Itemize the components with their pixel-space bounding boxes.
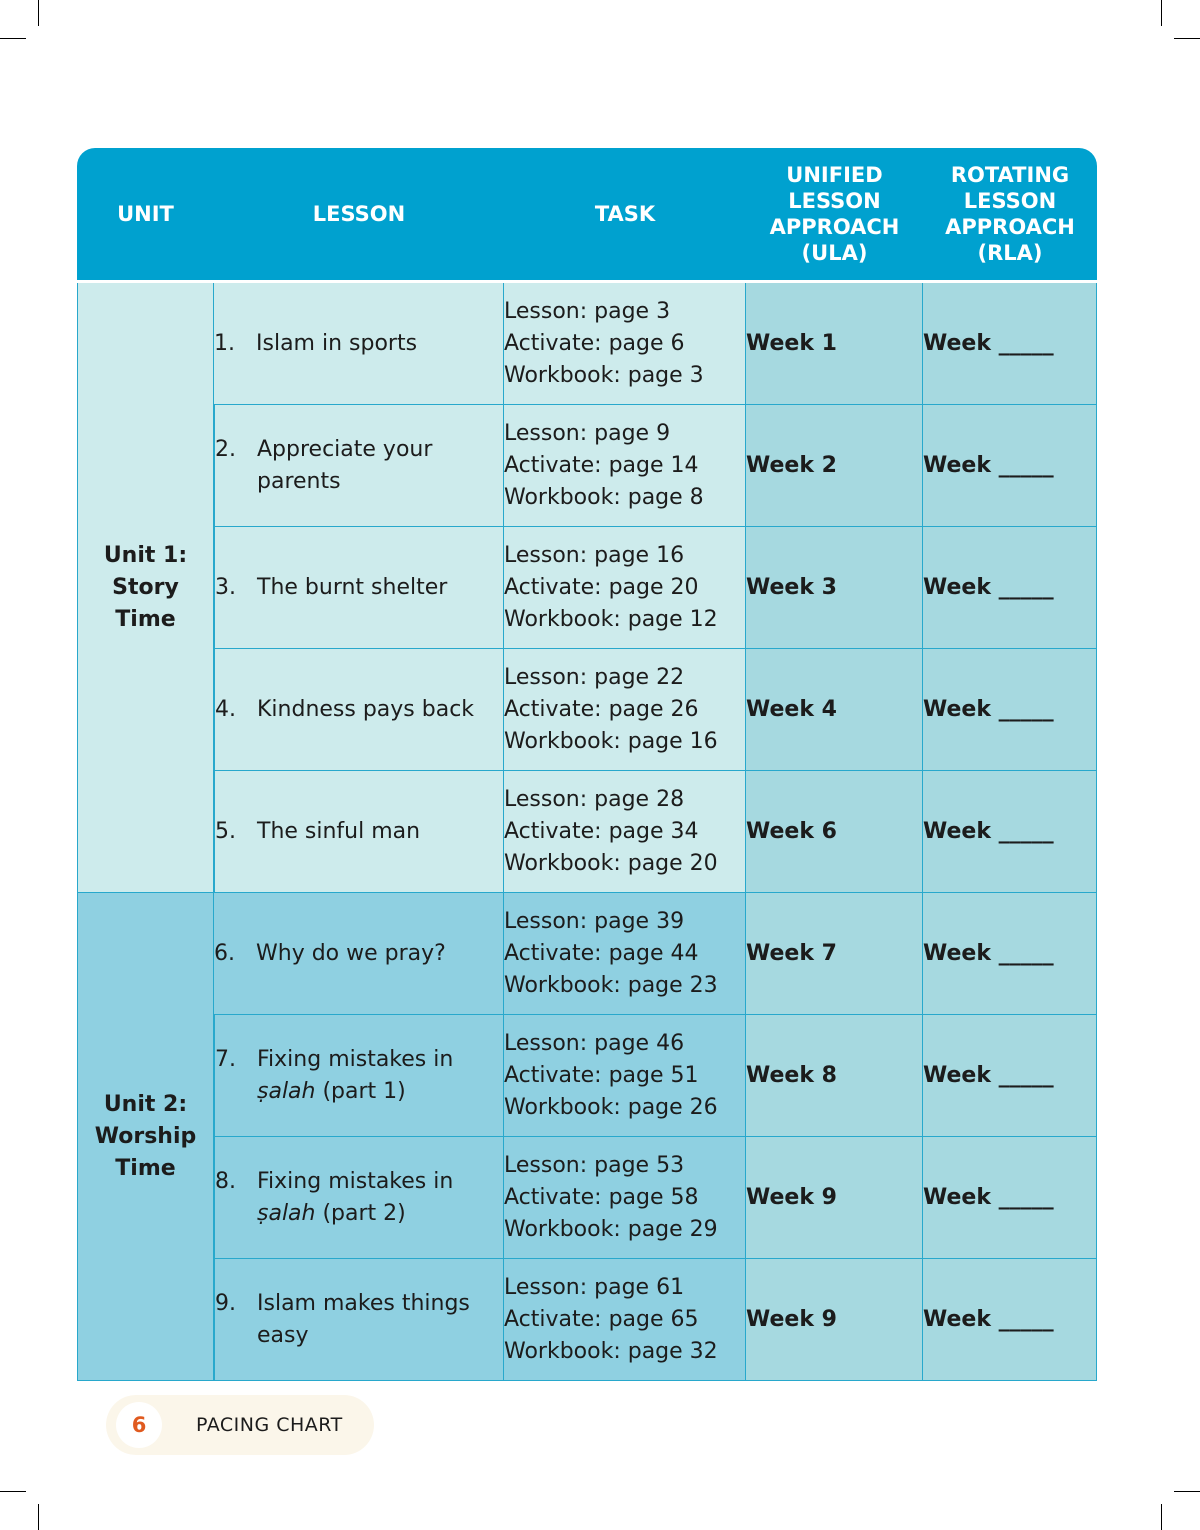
task-cell	[504, 527, 746, 649]
task-cell	[504, 1015, 746, 1137]
task-line: Activate: page 65	[504, 1306, 699, 1332]
task-cell	[504, 649, 746, 771]
lesson-title-rest: (part 2)	[315, 1200, 406, 1226]
unit-label-line: Worship	[94, 1123, 197, 1149]
rla-week-cell: Week _____	[923, 771, 1097, 893]
lesson-title: Kindness pays back	[257, 696, 475, 722]
lesson-cell	[214, 771, 504, 893]
pacing-chart-table	[77, 148, 1097, 1381]
task-line: Workbook: page 8	[504, 484, 704, 510]
rla-week-cell: Week _____	[923, 1015, 1097, 1137]
crop-mark	[38, 0, 39, 26]
ula-week-cell: Week 8	[746, 1015, 923, 1137]
unit-label-line: Unit 2:	[103, 1091, 188, 1117]
task-line: Lesson: page 9	[504, 420, 671, 446]
lesson-number: 4.	[215, 696, 236, 722]
lesson-title: easy	[257, 1322, 309, 1348]
task-line: Lesson: page 46	[504, 1030, 685, 1056]
lesson-number: 2.	[215, 436, 236, 462]
table-row	[77, 893, 1097, 1015]
table-row	[77, 405, 1097, 527]
table-row	[77, 1137, 1097, 1259]
task-cell	[504, 893, 746, 1015]
crop-mark	[1174, 38, 1200, 39]
crop-mark	[1161, 0, 1162, 26]
task-line: Activate: page 58	[504, 1184, 699, 1210]
lesson-title: The sinful man	[257, 818, 421, 844]
lesson-title: Fixing mistakes in	[257, 1046, 454, 1072]
header-ula-line: LESSON	[788, 189, 881, 213]
task-line: Lesson: page 39	[504, 908, 685, 934]
ula-week-cell: Week 4	[746, 649, 923, 771]
table-row	[77, 649, 1097, 771]
task-cell	[504, 283, 746, 405]
unit-label-line: Story	[112, 574, 179, 600]
table-header-row	[77, 148, 1097, 283]
header-rla-line: ROTATING	[950, 163, 1070, 187]
lesson-cell	[214, 1259, 504, 1381]
page-number: 6	[116, 1402, 162, 1448]
task-line: Lesson: page 3	[504, 298, 671, 324]
task-line: Lesson: page 28	[504, 786, 685, 812]
rla-week-cell: Week _____	[923, 405, 1097, 527]
crop-mark	[38, 1504, 39, 1530]
task-line: Activate: page 51	[504, 1062, 699, 1088]
ula-week-cell: Week 6	[746, 771, 923, 893]
table-row	[77, 283, 1097, 405]
lesson-title-italic: ṣalah	[257, 1078, 316, 1104]
ula-week-cell: Week 9	[746, 1137, 923, 1259]
crop-mark	[0, 38, 26, 39]
lesson-cell	[214, 283, 504, 405]
lesson-number: 1.	[214, 330, 235, 356]
lesson-title: parents	[257, 468, 341, 494]
lesson-number: 9.	[215, 1290, 236, 1316]
lesson-cell	[214, 893, 504, 1015]
lesson-title: Appreciate your	[257, 436, 433, 462]
lesson-cell	[214, 405, 504, 527]
header-ula-line: UNIFIED	[786, 163, 883, 187]
lesson-title: Islam in sports	[256, 330, 418, 356]
lesson-number: 5.	[215, 818, 236, 844]
unit-1-cell	[77, 283, 214, 893]
task-line: Activate: page 34	[504, 818, 699, 844]
rla-week-cell: Week _____	[923, 283, 1097, 405]
lesson-cell	[214, 1015, 504, 1137]
lesson-title: The burnt shelter	[257, 574, 448, 600]
footer-label: PACING CHART	[196, 1414, 343, 1436]
lesson-cell	[214, 1137, 504, 1259]
lesson-cell	[214, 527, 504, 649]
task-line: Activate: page 26	[504, 696, 699, 722]
rla-week-cell: Week _____	[923, 893, 1097, 1015]
rla-week-cell: Week _____	[923, 527, 1097, 649]
unit-label-line: Unit 1:	[103, 542, 188, 568]
crop-mark	[1161, 1504, 1162, 1530]
task-line: Activate: page 20	[504, 574, 699, 600]
header-rla	[923, 148, 1097, 283]
lesson-title-italic: ṣalah	[257, 1200, 316, 1226]
ula-week-cell: Week 1	[746, 283, 923, 405]
table-row	[77, 527, 1097, 649]
header-ula-line: APPROACH	[769, 215, 900, 239]
task-line: Workbook: page 32	[504, 1338, 718, 1364]
lesson-number: 7.	[215, 1046, 236, 1072]
task-line: Workbook: page 12	[504, 606, 718, 632]
lesson-title-rest: (part 1)	[315, 1078, 406, 1104]
lesson-title: Fixing mistakes in	[257, 1168, 454, 1194]
rla-week-cell: Week _____	[923, 1137, 1097, 1259]
lesson-number: 6.	[214, 940, 235, 966]
task-line: Activate: page 6	[504, 330, 685, 356]
task-line: Activate: page 14	[504, 452, 699, 478]
lesson-title: Why do we pray?	[256, 940, 446, 966]
crop-mark	[0, 1491, 26, 1492]
ula-week-cell: Week 3	[746, 527, 923, 649]
task-line: Workbook: page 29	[504, 1216, 718, 1242]
rla-week-cell: Week _____	[923, 1259, 1097, 1381]
header-rla-line: APPROACH	[945, 215, 1075, 239]
rla-week-cell: Week _____	[923, 649, 1097, 771]
lesson-title-line-2	[257, 1076, 453, 1108]
task-line: Lesson: page 61	[504, 1274, 685, 1300]
unit-label-line: Time	[115, 606, 176, 632]
task-line: Activate: page 44	[504, 940, 699, 966]
lesson-cell	[214, 649, 504, 771]
task-line: Lesson: page 22	[504, 664, 685, 690]
table-row	[77, 1259, 1097, 1381]
crop-mark	[1174, 1491, 1200, 1492]
ula-week-cell: Week 2	[746, 405, 923, 527]
task-line: Workbook: page 20	[504, 850, 718, 876]
header-unit: UNIT	[77, 148, 214, 283]
unit-label-line: Time	[115, 1155, 176, 1181]
header-lesson: LESSON	[214, 148, 504, 283]
lesson-title: Islam makes things	[257, 1290, 470, 1316]
header-ula	[746, 148, 923, 283]
task-line: Workbook: page 26	[504, 1094, 718, 1120]
task-line: Lesson: page 53	[504, 1152, 685, 1178]
task-cell	[504, 1259, 746, 1381]
table-row	[77, 1015, 1097, 1137]
task-line: Workbook: page 16	[504, 728, 718, 754]
table-row	[77, 771, 1097, 893]
task-line: Workbook: page 23	[504, 972, 718, 998]
task-line: Workbook: page 3	[504, 362, 704, 388]
unit-2-cell	[77, 893, 214, 1381]
header-rla-line: LESSON	[963, 189, 1057, 213]
lesson-number: 3.	[215, 574, 236, 600]
page-footer	[106, 1395, 374, 1455]
header-task: TASK	[504, 148, 746, 283]
ula-week-cell: Week 7	[746, 893, 923, 1015]
ula-week-cell: Week 9	[746, 1259, 923, 1381]
header-rla-line: (RLA)	[977, 241, 1043, 265]
task-cell	[504, 1137, 746, 1259]
lesson-number: 8.	[215, 1168, 236, 1194]
task-cell	[504, 771, 746, 893]
task-cell	[504, 405, 746, 527]
lesson-title-line-2	[257, 1198, 453, 1230]
header-ula-line: (ULA)	[801, 241, 868, 265]
task-line: Lesson: page 16	[504, 542, 685, 568]
